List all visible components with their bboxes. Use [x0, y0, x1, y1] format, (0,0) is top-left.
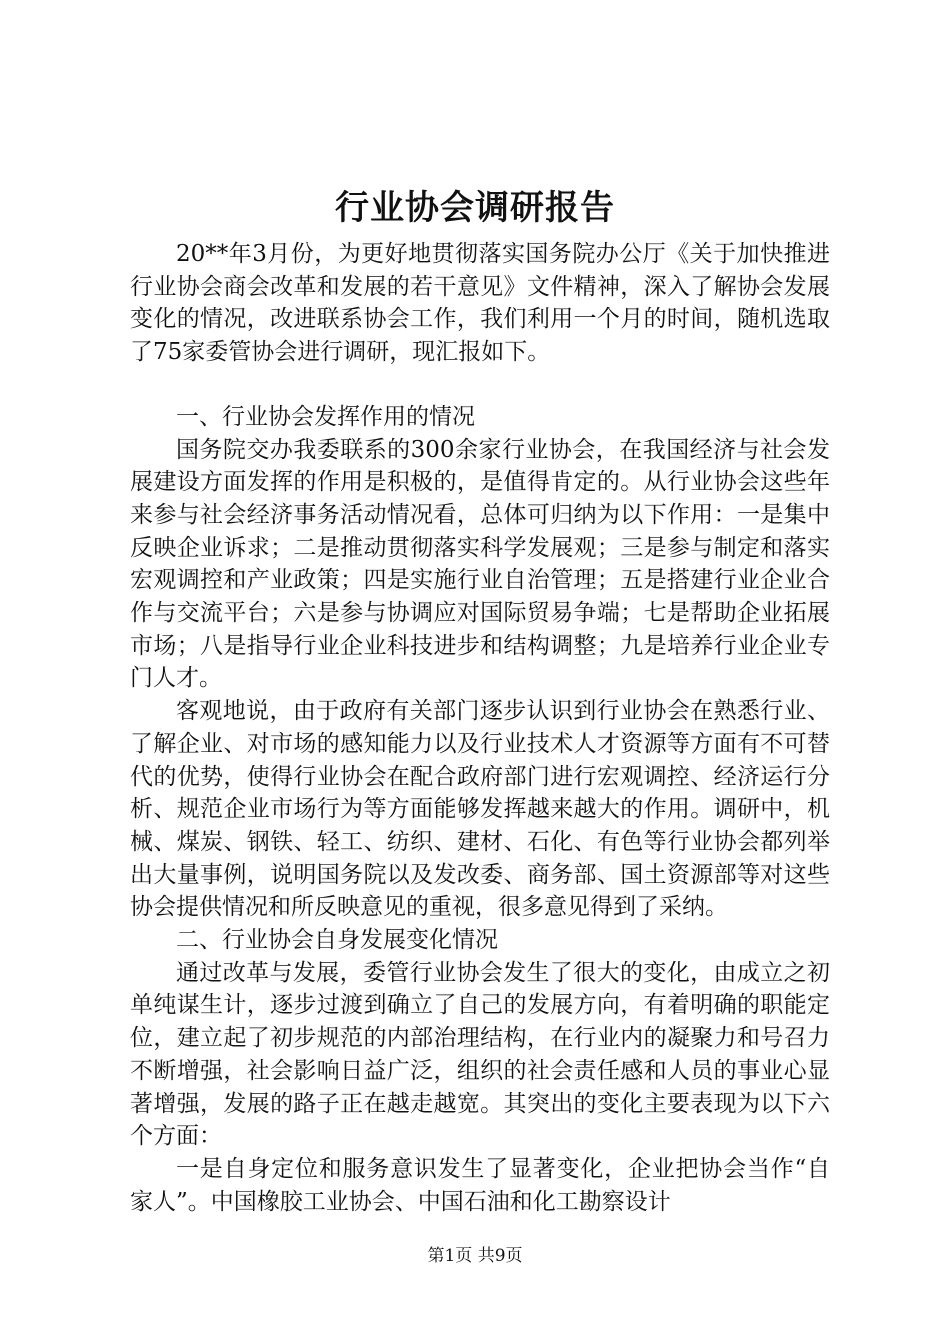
section-heading-2: 二、行业协会自身发展变化情况: [176, 927, 498, 954]
page-number: 第1页 共9页: [427, 1246, 523, 1266]
document-title: 行业协会调研报告: [335, 188, 615, 228]
body-paragraph: 国务院交办我委联系的300余家行业协会，在我国经济与社会发展建设方面发挥的作用是积极的，是值得肯定的。从行业协会这些年来参与社会经济事务活动情况看，总体可归纳为以下作用：一是集中反映企业诉求；二是推动贯彻落实科学发展观；三是参与制定和落实宏观调控和产业政策；四是实施行业自治管理；五是搭建行业企业合作与交流平台；六是参与协调应对国际贸易争端；七是帮助企业拓展市场；八是指导行业企业科技进步和结构调整；九是培养行业企业专门人才。: [130, 436, 830, 692]
body-paragraph: 客观地说，由于政府有关部门逐步认识到行业协会在熟悉行业、了解企业、对市场的感知能力以及行业技术人才资源等方面有不可替代的优势，使得行业协会在配合政府部门进行宏观调控、经济运行分析、规范企业市场行为等方面能够发挥越来越大的作用。调研中，机械、煤炭、钢铁、轻工、纺织、建材、石化、有色等行业协会都列举出大量事例，说明国务院以及发改委、商务部、国土资源部等对这些协会提供情况和所反映意见的重视，很多意见得到了采纳。: [130, 698, 830, 921]
section-heading-1: 一、行业协会发挥作用的情况: [176, 403, 475, 430]
body-paragraph: 通过改革与发展，委管行业协会发生了很大的变化，由成立之初单纯谋生计，逐步过渡到确立了自己的发展方向，有着明确的职能定位，建立起了初步规范的内部治理结构，在行业内的凝聚力和号召力不断增强，社会影响日益广泛，组织的社会责任感和人员的事业心显著增强，发展的路子正在越走越宽。其突出的变化主要表现为以下六个方面：: [130, 959, 830, 1150]
intro-paragraph: 20**年3月份，为更好地贯彻落实国务院办公厅《关于加快推进行业协会商会改革和发展的若干意见》文件精神，深入了解协会发展变化的情况，改进联系协会工作，我们利用一个月的时间，随机选取了75家委管协会进行调研，现汇报如下。: [130, 241, 830, 366]
body-paragraph: 一是自身定位和服务意识发生了显著变化，企业把协会当作“自家人”。中国橡胶工业协会、中国石油和化工勘察设计: [130, 1155, 830, 1215]
document-body: [130, 238, 830, 1218]
